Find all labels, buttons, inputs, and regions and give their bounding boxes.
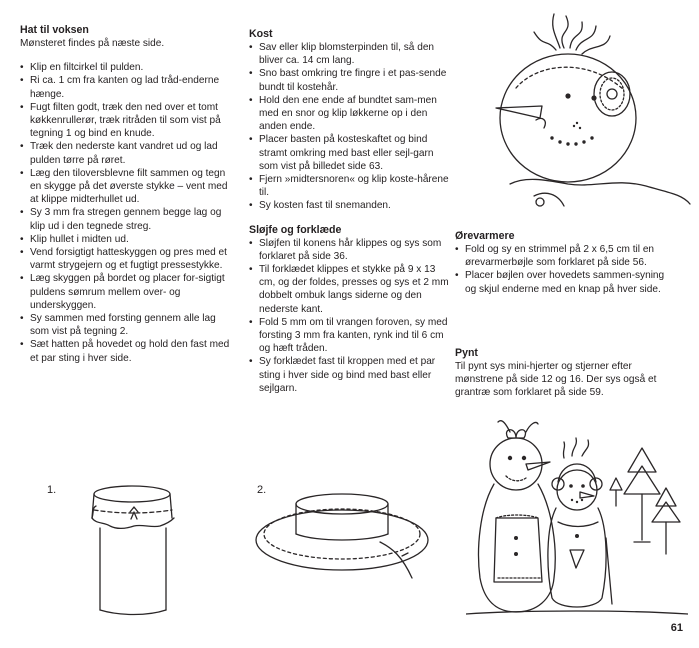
broom-steps xyxy=(249,41,449,213)
list-item: • Fugt filten godt, træk den ned over et tomt køkkenrullerør, træk ritråden til som vist på tegning 1 og bind en knude. xyxy=(20,101,230,141)
list-item: • Læg skyggen på bordet og placer for-sigtigt puldens sømrum mellem over- og underskyggen. xyxy=(20,272,230,312)
list-item: • Placer bøjlen over hovedets sammen-syning og skjul enderne med en knap på hver side. xyxy=(455,269,677,295)
list-item: • Sy 3 mm fra stregen gennem begge lag og klip ud i den tegnede streg. xyxy=(20,206,230,232)
list-item: • Fold og sy en strimmel på 2 x 6,5 cm til en ørevarmerbøjle som forklaret på side 56. xyxy=(455,243,677,269)
hat-heading: Hat til voksen xyxy=(20,24,89,36)
list-item: • Sløjfen til konens hår klippes og sys som forklaret på side 36. xyxy=(249,237,449,263)
earmuffs-steps xyxy=(455,243,677,296)
list-item: • Fold 5 mm om til vrangen foroven, sy med forsting 3 mm fra kanten, rynk ind til 6 cm og hæft tråden. xyxy=(249,316,449,356)
hat-intro: Mønsteret findes på næste side. xyxy=(20,38,165,49)
bow-steps xyxy=(249,237,449,395)
figure-1-label: 1. xyxy=(47,484,57,496)
list-item: • Hold den ene ende af bundtet sam-men med en snor og klip løkkerne op i den anden ende. xyxy=(249,94,449,134)
list-item: • Sy kosten fast til snemanden. xyxy=(249,199,449,212)
list-item: • Sav eller klip blomsterpinden til, så den bliver ca. 14 cm lang. xyxy=(249,41,449,67)
figure-2-label: 2. xyxy=(257,484,267,496)
page-number: 61 xyxy=(670,622,683,634)
earmuffs-section xyxy=(455,230,677,296)
list-item: • Sæt hatten på hovedet og hold den fast med et par sting i hver side. xyxy=(20,338,230,364)
snowman-couple-illustration xyxy=(466,418,688,618)
list-item: • Læg den tiloversblevne filt sammen og tegn en skygge på det øverste stykke – vent med at klippe midterhullet ud. xyxy=(20,167,230,207)
broom-section xyxy=(249,28,449,395)
snowman-head-illustration xyxy=(486,8,698,218)
hat-section xyxy=(20,24,230,365)
list-item: • Klip en filtcirkel til pulden. xyxy=(20,61,230,74)
figure-2-hat-brim-drawing xyxy=(252,486,432,586)
list-item: • Fjern »midtersnoren« og klip koste-hårene til. xyxy=(249,173,449,199)
figure-1-hat-drawing xyxy=(70,478,200,618)
list-item: • Sy sammen med forsting gennem alle lag som vist på tegning 2. xyxy=(20,312,230,338)
list-item: • Vend forsigtigt hatteskyggen og pres med et varmt strygejern og et fugtigt pressestykke. xyxy=(20,246,230,272)
bow-heading: Sløjfe og forklæde xyxy=(249,223,342,236)
hat-steps xyxy=(20,61,230,365)
list-item: • Til forklædet klippes et stykke på 9 x 13 cm, og der foldes, presses og sys et 2 mm dobbelt ombuk langs siderne og den nederste kant. xyxy=(249,263,449,316)
list-item: • Ri ca. 1 cm fra kanten og lad tråd-enderne hænge. xyxy=(20,74,230,100)
list-item: • Sno bast omkring tre fingre i et pas-sende bundt til kostehår. xyxy=(249,67,449,93)
list-item: • Placer basten på kosteskaftet og bind stramt omkring med bast eller sejl-garn som vist på billedet side 63. xyxy=(249,133,449,173)
broom-heading: Kost xyxy=(249,28,273,40)
list-item: • Klip hullet i midten ud. xyxy=(20,233,230,246)
decor-heading: Pynt xyxy=(455,347,478,359)
list-item: • Træk den nederste kant vandret ud og lad pulden tørre på røret. xyxy=(20,140,230,166)
list-item: • Sy forklædet fast til kroppen med et par sting i hver side og bind med bast eller sejlgarn. xyxy=(249,355,449,395)
earmuffs-heading: Ørevarmere xyxy=(455,230,515,242)
decor-section xyxy=(455,347,677,400)
decor-text: Til pynt sys mini-hjerter og stjerner efter mønstrene på side 12 og 16. Der sys også et grantræ som forklaret på side 59. xyxy=(455,361,657,399)
